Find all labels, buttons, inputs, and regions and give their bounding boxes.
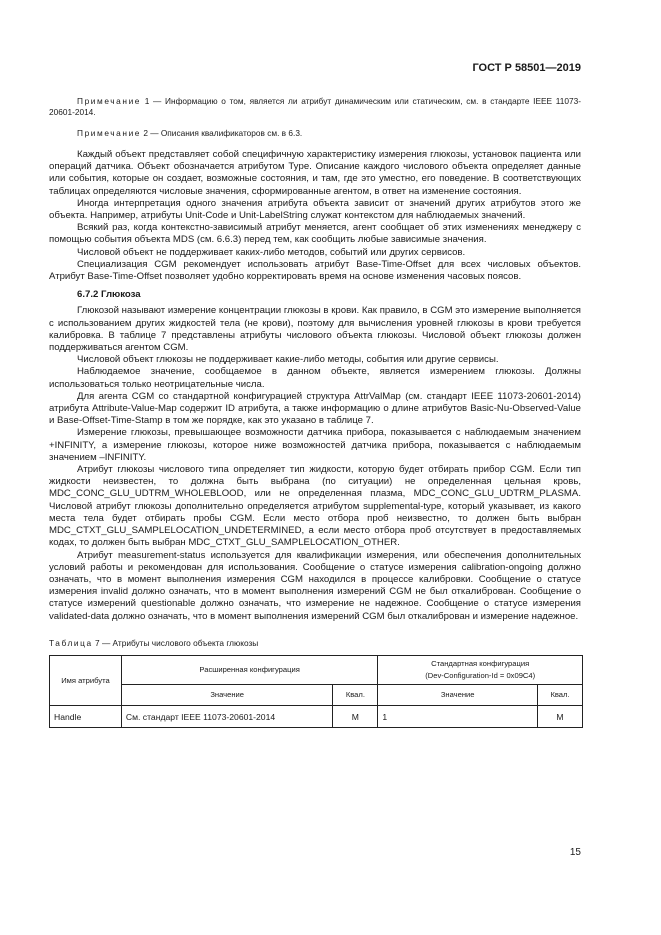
paragraph: Измерение глюкозы, превышающее возможности датчика прибора, показывается с наблюдаемым значением +INFINITY, а измерение глюкозы, которое ниже возможностей датчика прибора, показывается с наблюдаемым значением –INFINITY. [49,427,581,463]
table-row [50,706,583,728]
note-2-text: 2 — Описания квалификаторов см. в 6.3. [141,128,303,138]
paragraph: Специализация CGM рекомендует использовать атрибут Base-Time-Offset для всех числовых объектов. Атрибут Base-Time-Offset позволяет удобно корректировать время на основе изменения часовых поясов. [49,258,581,283]
attributes-table [49,655,583,728]
page-number: 15 [569,847,581,858]
section-title: 6.7.2 Глюкоза [77,289,141,301]
header-std-value: Значение [378,685,538,706]
standard-id: ГОСТ Р 58501—2019 [472,62,581,74]
document-body [49,96,581,728]
paragraph: Иногда интерпретация одного значения атрибута объекта зависит от значений других атрибутов этого же объекта. Например, атрибуты Unit-Code и Unit-LabelString служат контекстом для наблюдаемых значений. [49,197,581,222]
header-ext-qual: Квал. [333,685,378,706]
table-caption-text: 7 — Атрибуты числового объекта глюкозы [92,637,259,648]
paragraph: Числовой объект не поддерживает каких-либо методов, событий или других сервисов. [77,246,466,258]
paragraph: Числовой объект глюкозы не поддерживает какие-либо методы, события или другие сервисы. [77,354,499,366]
table-caption [49,637,581,649]
note-1-text: 1 — Информацию о том, является ли атрибут динамическим или статическим, см. в стандарте IEEE 11073-20601-2014. [49,96,581,117]
cell-ext-value: См. стандарт IEEE 11073-20601-2014 [121,706,333,728]
paragraph: Глюкозой называют измерение концентрации глюкозы в крови. Как правило, в CGM это измерение выполняется с использованием других жидкостей тела (не крови), поэтому для вычисления уровней глюкозы в крови требуется калибровка. В таблице 7 представлены атрибуты числового объекта глюкозы. Числовой объект глюкозы должен поддерживаться агентом CGM. [49,305,581,354]
paragraph: Атрибут measurement-status используется для квалификации измерения, или обеспечения дополнительных условий работы и рекомендован для использования. Сообщение о статусе измерения calibration-ongoing должно означать, что в момент выполнения измерения CGM находился в процессе калибровки. Сообщение о статусе измерения invalid должно означать, что в момент выполнения измерений CGM не был откалиброван. Сообщение о статусе измерений questionable должно означать, что измерение не надежное. Сообщение о статусе измерения validated-data должно означать, что в момент выполнения измерений CGM был откалиброван и измерение надежное. [49,549,581,622]
paragraph: Каждый объект представляет собой специфичную характеристику измерения глюкозы, установок пациента или операций датчика. Объект обозначается атрибутом Type. Описание каждого числового объекта определяет данные или события, которые он создает, возможные состояния, и там, где это уместно, его поведение. В соответствующих таблицах определяются числовые значения, сформированные агентом, в ответ на изменение состояния. [49,149,581,197]
paragraph: Атрибут глюкозы числового типа определяет тип жидкости, которую будет отбирать прибор CGM. Если тип жидкости неизвестен, то должна быть выбрана (по ситуации) не определенная цельная кровь, MDC_CONC_GLU_UDTRM_WHOLEBLOOD, или не определенная плазма, MDC_CONC_GLU_UDTRM_PLASMA. Числовой атрибут глюкозы дополнительно определяется атрибутом supplemental-type, который указывает, из какого места тела будет отбирать пробы CGM. Если место отбора проб неизвестно, то должен быть выбран MDC_CTXT_GLU_SAMPLELOCATION_UNDETERMINED, а если место отбора проб отсутствует в предоставляемых кодах, то должен быть выбран MDC_CTXT_GLU_SAMPLELOCATION_OTHER. [49,464,581,549]
header-standard-config-line1: Стандартная конфигурация [431,658,530,668]
cell-std-qual: M [538,706,583,728]
note-1 [49,96,581,118]
header-attr-name: Имя атрибута [50,655,122,705]
header-std-qual: Квал. [538,685,583,706]
note-2 [49,128,581,139]
header-ext-value: Значение [121,685,333,706]
header-standard-config-line2: (Dev-Configuration-Id = 0x09C4) [425,671,536,681]
header-extended-config: Расширенная конфигурация [121,655,377,684]
note-2-lead: Примечание [77,128,142,138]
paragraph: Всякий раз, когда контекстно-зависимый атрибут меняется, агент сообщает об этих изменениях менеджеру с помощью события объекта MDS (см. 6.6.3) перед тем, как сообщить любые зависимые значения. [49,222,581,246]
table-caption-lead: Таблица [49,637,93,648]
paragraph: Для агента CGM со стандартной конфигурацией структура AttrValMap (см. стандарт IEEE 11073-20601-2014) атрибута Attribute-Value-Map содержит ID атрибута, а также информацию о длине атрибутов Basic-Nu-Observed-Value и Base-Offset-Time-Stamp в том же порядке, как это указано в таблице 7. [49,390,581,427]
paragraph: Наблюдаемое значение, сообщаемое в данном объекте, является измерением глюкозы. Должны использоваться только неотрицательные числа. [49,366,581,390]
cell-std-value: 1 [378,706,538,728]
cell-attr-name: Handle [50,706,122,728]
header-standard-config [378,655,583,684]
note-1-lead: Примечание [77,96,142,106]
cell-ext-qual: M [333,706,378,728]
